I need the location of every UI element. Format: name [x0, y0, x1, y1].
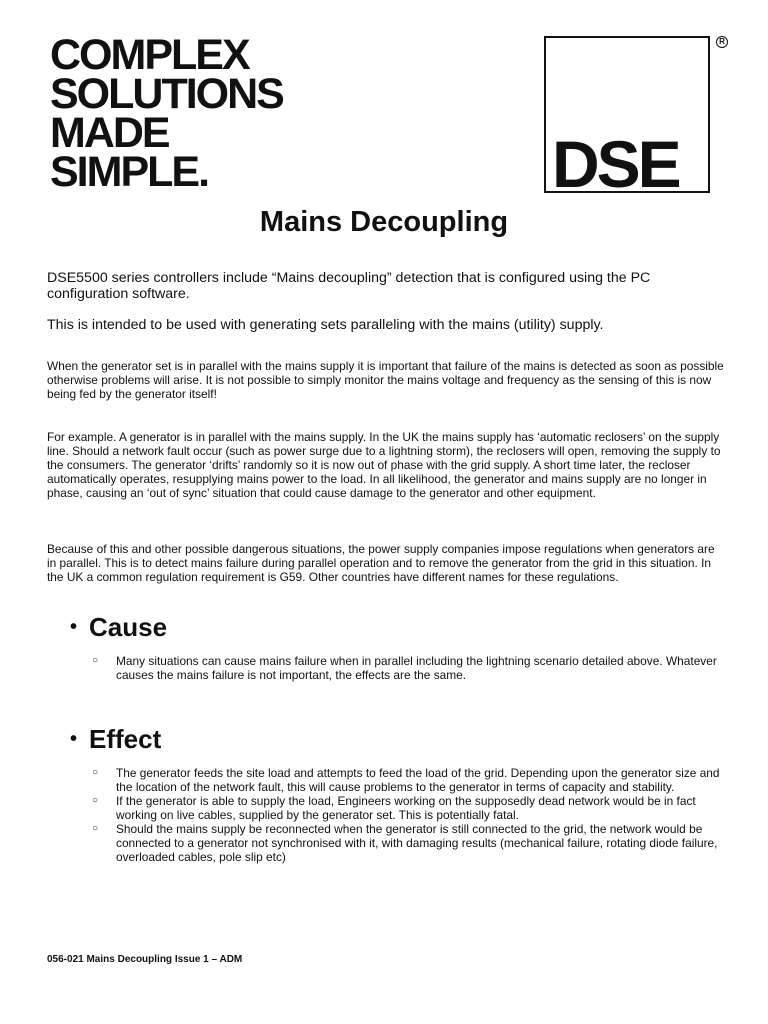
body-paragraph: When the generator set is in parallel with the mains supply it is important that failure of the mains is detected as soon as possible otherwise problems will arise. It is not possible to simply monitor the mains voltage and frequency as the sensing of this is now being fed by the generator itself! [47, 359, 724, 401]
list-item-text: The generator feeds the site load and attempts to feed the load of the grid. Depending upon the generator size and the location of the network fault, this will cause problems to the generator in terms of capacity and stability. [116, 766, 720, 794]
slogan-line: SIMPLE. [50, 148, 209, 196]
list-item-text: Should the mains supply be reconnected when the generator is still connected to the grid, the network would be connected to a generator not synchronised with it, with damaging results (mechanical failure, rotating diode failure, overloaded cables, pole slip etc) [116, 822, 718, 864]
registered-mark-icon: R [716, 36, 728, 48]
slogan-line: SOLUTIONS [50, 70, 283, 118]
list-item [92, 766, 728, 794]
body-paragraph: Because of this and other possible dangerous situations, the power supply companies impose regulations when generators are in parallel. This is to detect mains failure during parallel operation and to remove the generator from the grid in this situation. In the UK a common regulation requirement is G59. Other countries have different names for these regulations. [47, 542, 715, 584]
list-item [92, 654, 728, 682]
slogan-line: COMPLEX [50, 31, 249, 79]
bullet-icon: • [70, 616, 78, 638]
effect-list [92, 766, 728, 864]
bullet-icon: • [70, 728, 78, 750]
cause-list [92, 654, 728, 682]
section-heading-cause [70, 612, 167, 642]
list-item-text: Many situations can cause mains failure when in parallel including the lightning scenario detailed above. Whatever causes the mains failure is not important, the effects are the same. [116, 654, 717, 682]
circle-bullet-icon: ○ [92, 767, 99, 778]
slogan [50, 31, 283, 196]
body-paragraph: For example. A generator is in parallel with the mains supply. In the UK the mains supply has ‘automatic reclosers’ on the supply line. Should a network fault occur (such as power surge due to a lightning storm), the reclosers will open, removing the supply to the consumers. The generator ‘drifts’ randomly so it is now out of phase with the grid supply. A short time later, the recloser automatically operates, resupplying mains power to the load. In all likelihood, the generator and mains supply are no longer in phase, causing an ‘out of sync’ situation that could cause damage to the generator and other equipment. [47, 430, 721, 500]
circle-bullet-icon: ○ [92, 655, 99, 666]
section-heading-effect [70, 724, 161, 754]
list-item [92, 794, 728, 822]
intro-paragraph: This is intended to be used with generating sets paralleling with the mains (utility) supply. [47, 317, 604, 333]
list-item-text: If the generator is able to supply the load, Engineers working on the supposedly dead network would be in fact working on live cables, supplied by the generator set. This is potentially fatal. [116, 794, 696, 822]
dse-logo [544, 36, 710, 201]
page-title: Mains Decoupling [259, 206, 509, 238]
circle-bullet-icon: ○ [92, 823, 99, 834]
section-heading-label: Effect [89, 724, 162, 754]
section-heading-label: Cause [89, 612, 168, 642]
list-item [92, 822, 728, 864]
logo-text: DSE [552, 127, 679, 201]
slogan-line: MADE [50, 109, 169, 157]
intro-paragraph: DSE5500 series controllers include “Mains decoupling” detection that is configured using the PC configuration software. [47, 270, 651, 302]
page-footer: 056-021 Mains Decoupling Issue 1 – ADM [47, 954, 243, 965]
circle-bullet-icon: ○ [92, 795, 99, 806]
